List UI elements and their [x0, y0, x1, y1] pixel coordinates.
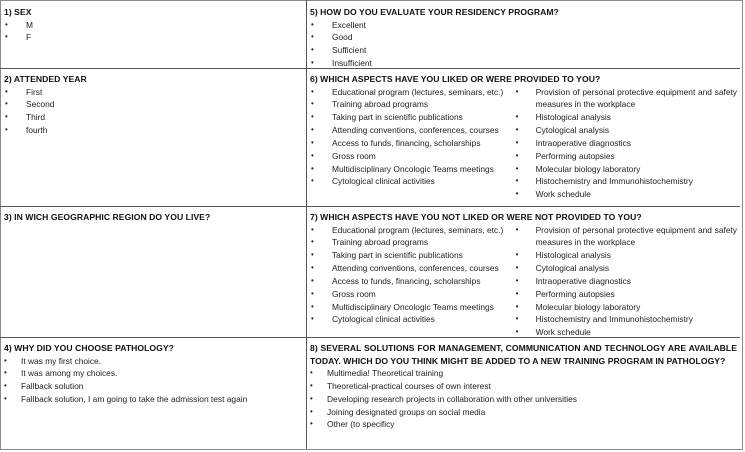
- option-item: • Multidisciplinary Oncologic Teams meetings: [310, 301, 515, 314]
- question-7-title: 7) WHICH ASPECTS HAVE YOU NOT LIKED OR WERE NOT PROVIDED TO YOU?: [310, 212, 642, 222]
- option-item: • Histochemistry and Immunohistochemistry: [515, 175, 737, 188]
- option-item: • Taking part in scientific publications: [310, 111, 515, 124]
- option-item: • Fallback solution, I am going to take the admission test again: [4, 393, 302, 406]
- option-item: • Performing autopsies: [515, 150, 737, 163]
- option-item: • Attending conventions, conferences, courses: [310, 124, 515, 137]
- option-item: • Good: [310, 31, 737, 44]
- option-item: • Fallback solution: [4, 380, 302, 393]
- option-item: • Developing research projects in collaboration with other universities: [310, 393, 737, 406]
- option-item: • Provision of personal protective equipment and safety measures in the workplace: [515, 224, 737, 250]
- option-item: • Gross room: [310, 288, 515, 301]
- option-item: • Histochemistry and Immunohistochemistry: [515, 313, 737, 326]
- option-item: • Performing autopsies: [515, 288, 737, 301]
- question-1-options: [4, 19, 302, 45]
- option-item: • Other (to specificy: [310, 418, 737, 431]
- question-1-cell: [0, 2, 306, 68]
- option-item: • Access to funds, financing, scholarships: [310, 137, 515, 150]
- option-item: • Multidisciplinary Oncologic Teams meetings: [310, 163, 515, 176]
- option-item: • Cytological analysis: [515, 124, 737, 137]
- option-item: • Cytological clinical activities: [310, 175, 515, 188]
- option-item: • Cytological clinical activities: [310, 313, 515, 326]
- option-item: • Molecular biology laboratory: [515, 163, 737, 176]
- option-item: • It was my first choice.: [4, 355, 302, 368]
- option-item: • Histological analysis: [515, 111, 737, 124]
- question-6-columns: [310, 86, 737, 202]
- option-item: • F: [4, 31, 302, 44]
- option-item: • It was among my choices.: [4, 367, 302, 380]
- option-item: • Intraoperative diagnostics: [515, 137, 737, 150]
- option-item: • Insufficient: [310, 57, 737, 68]
- option-item: • Third: [4, 111, 302, 124]
- question-6-cell: [307, 69, 741, 206]
- option-item: • Cytological analysis: [515, 262, 737, 275]
- question-5-options: [310, 19, 737, 69]
- option-item: • Training abroad programs: [310, 98, 515, 111]
- question-8-title: 8) SEVERAL SOLUTIONS FOR MANAGEMENT, COMMUNICATION AND TECHNOLOGY ARE AVAILABLE TODAY. WHICH DO YOU THINK MIGHT BE ADDED TO A NEW TRAINING PROGRAM IN PATHOLOGY?: [310, 343, 737, 366]
- question-3-title: 3) IN WICH GEOGRAPHIC REGION DO YOU LIVE?: [4, 212, 211, 222]
- option-item: • Multimedia! Theoretical training: [310, 367, 737, 380]
- option-item: • Gross room: [310, 150, 515, 163]
- question-7-cell: [307, 207, 741, 337]
- question-2-title: 2) ATTENDED YEAR: [4, 74, 87, 84]
- question-7-options-left: [310, 224, 515, 327]
- option-item: • Second: [4, 98, 302, 111]
- option-item: • Histological analysis: [515, 249, 737, 262]
- question-2-cell: [0, 69, 306, 206]
- option-item: • Educational program (lectures, seminars, etc.): [310, 86, 515, 99]
- question-8-options: [310, 367, 737, 431]
- question-1-title: 1) SEX: [4, 7, 32, 17]
- question-5-cell: [307, 2, 741, 68]
- question-4-title: 4) WHY DID YOU CHOOSE PATHOLOGY?: [4, 343, 174, 353]
- question-6-options-left: [310, 86, 515, 189]
- question-2-options: [4, 86, 302, 137]
- option-item: • Access to funds, financing, scholarships: [310, 275, 515, 288]
- question-7-options-right: [515, 224, 737, 338]
- option-item: • Work schedule: [515, 188, 737, 201]
- option-item: • Molecular biology laboratory: [515, 301, 737, 314]
- question-6-title: 6) WHICH ASPECTS HAVE YOU LIKED OR WERE PROVIDED TO YOU?: [310, 74, 601, 84]
- option-item: • fourth: [4, 124, 302, 137]
- option-item: • Sufficient: [310, 44, 737, 57]
- question-8-cell: [307, 338, 741, 448]
- option-item: • Provision of personal protective equipment and safety measures in the workplace: [515, 86, 737, 112]
- option-item: • Joining designated groups on social media: [310, 406, 737, 419]
- question-7-columns: [310, 224, 737, 338]
- question-4-options: [4, 355, 302, 406]
- option-item: • Theoretical-practical courses of own interest: [310, 380, 737, 393]
- option-item: • First: [4, 86, 302, 99]
- option-item: • Work schedule: [515, 326, 737, 337]
- option-item: • Attending conventions, conferences, courses: [310, 262, 515, 275]
- question-5-title: 5) HOW DO YOU EVALUATE YOUR RESIDENCY PROGRAM?: [310, 7, 559, 17]
- option-item: • Educational program (lectures, seminars, etc.): [310, 224, 515, 237]
- question-4-cell: [0, 338, 306, 448]
- option-item: • Taking part in scientific publications: [310, 249, 515, 262]
- question-6-options-right: [515, 86, 737, 202]
- option-item: • Excellent: [310, 19, 737, 32]
- option-item: • Intraoperative diagnostics: [515, 275, 737, 288]
- option-item: • Training abroad programs: [310, 236, 515, 249]
- option-item: • M: [4, 19, 302, 32]
- question-3-cell: [0, 207, 306, 337]
